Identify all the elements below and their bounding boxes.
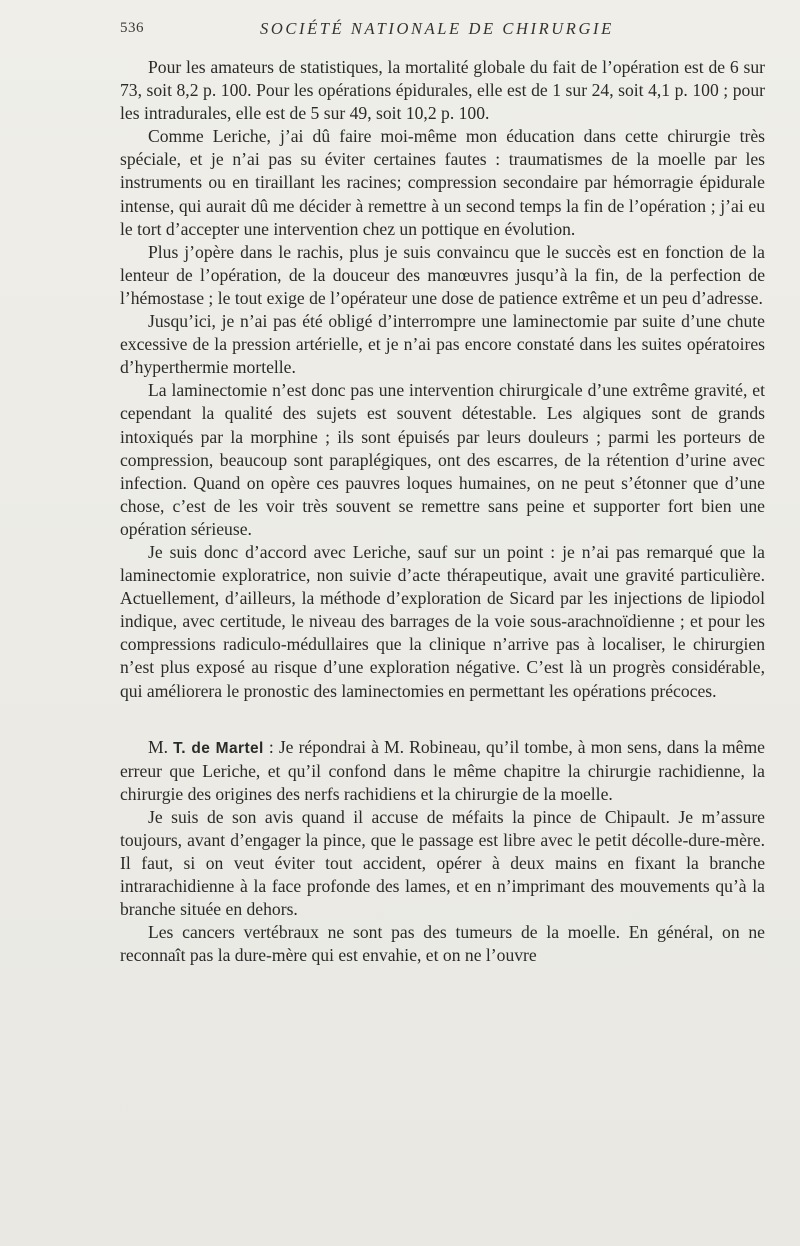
paragraph-martel-reply xyxy=(120,736,765,806)
body-text xyxy=(120,56,765,968)
speaker-prefix: M. xyxy=(148,736,169,757)
paragraph-cancers: Les cancers vertébraux ne sont pas des tumeurs de la moelle. En général, on ne reconnaît pas la dure-mère qui est envahie, et on ne l’ouvre xyxy=(120,922,765,966)
paragraph-gravity: La laminectomie n’est donc pas une intervention chirurgicale d’une extrême gravité, et cependant la qualité des sujets est souvent détestable. Les algiques sont de grands intoxiqués par la morphine ; ils sont épuisés par leurs douleurs ; parmi les porteurs de compression, beaucoup sont paraplégiques, ont des escarres, de la rétention d’urine avec infection. Quand on opère ces pauvres loques humaines, on ne peut s’étonner que d’une chose, c’est de les voir très souvent se remettre sans peine et supporter fort bien une opération sérieuse. xyxy=(120,380,765,539)
paragraph-martel-reply-text: : Je répondrai à M. Robineau, qu’il tombe, à mon sens, dans la même erreur que Leriche, et qu’il confond dans le même chapitre la chirurgie rachidienne, la chirurgie des origines des nerfs rachidiens et la chirurgie de la moelle. xyxy=(120,736,765,804)
paragraph-slowness: Plus j’opère dans le rachis, plus je suis convaincu que le succès est en fonction de la lenteur de l’opération, de la douceur des manœuvres jusqu’à la fin, de la perfection de l’hémostase ; le tout exige de l’opérateur une dose de patience extrême et un peu d’adresse. xyxy=(120,241,765,308)
paragraph-chipault: Je suis de son avis quand il accuse de méfaits la pince de Chipault. Je m’assure toujours, avant d’engager la pince, que le passage est libre avec le petit décolle-dure-mère. Il faut, si on veut éviter tout accident, opérer à deux mains en fixant la branche intrarachidienne à la face profonde des lames, et en n’imprimant des mouvements qu’à la branche située en dehors. xyxy=(120,806,765,920)
paragraph-pressure: Jusqu’ici, je n’ai pas été obligé d’interrompre une laminectomie par suite d’une chute excessive de la pression artérielle, et je n’ai pas encore constaté dans les suites opératoires d’hyperthermie mortelle. xyxy=(120,311,765,378)
running-title: SOCIÉTÉ NATIONALE DE CHIRURGIE xyxy=(260,19,614,38)
paragraph-agreement: Je suis donc d’accord avec Leriche, sauf sur un point : je n’ai pas remarqué que la laminectomie exploratrice, non suivie d’acte thérapeutique, avait une gravité particulière. Actuellement, d’ailleurs, la méthode d’exploration de Sicard par les injections de lipiodol indique, avec certitude, le niveau des barrages de la voie sous-arachnoïdienne ; et pour les compressions radiculo-médullaires que la clinique n’arrive pas à localiser, le chirurgien n’est plus exposé au risque d’une exploration négative. C’est là un progrès considérable, qui améliorera le pronostic des laminectomies en permettant les opérations précoces. xyxy=(120,541,765,701)
paragraph-statistics: Pour les amateurs de statistiques, la mortalité globale du fait de l’opération est de 6 sur 73, soit 8,2 p. 100. Pour les opérations épidurales, elle est de 1 sur 24, soit 4,1 p. 100 ; pour les intradurales, elle est de 5 sur 49, soit 10,2 p. 100. xyxy=(120,57,765,124)
page-header xyxy=(120,18,760,42)
page-number: 536 xyxy=(120,20,144,36)
speaker-name: T. de Martel xyxy=(173,739,264,757)
paragraph-education: Comme Leriche, j’ai dû faire moi-même mon éducation dans cette chirurgie très spéciale, et je n’ai pas su éviter certaines fautes : traumatismes de la moelle par les instruments ou en tiraillant les racines; compression secondaire par hémorragie épidurale intense, qui aurait dû me décider à remettre à un second temps la fin de l’opération ; j’ai eu le tort d’accepter une intervention chez un pottique en évolution. xyxy=(120,126,765,239)
section-gap xyxy=(120,703,765,736)
